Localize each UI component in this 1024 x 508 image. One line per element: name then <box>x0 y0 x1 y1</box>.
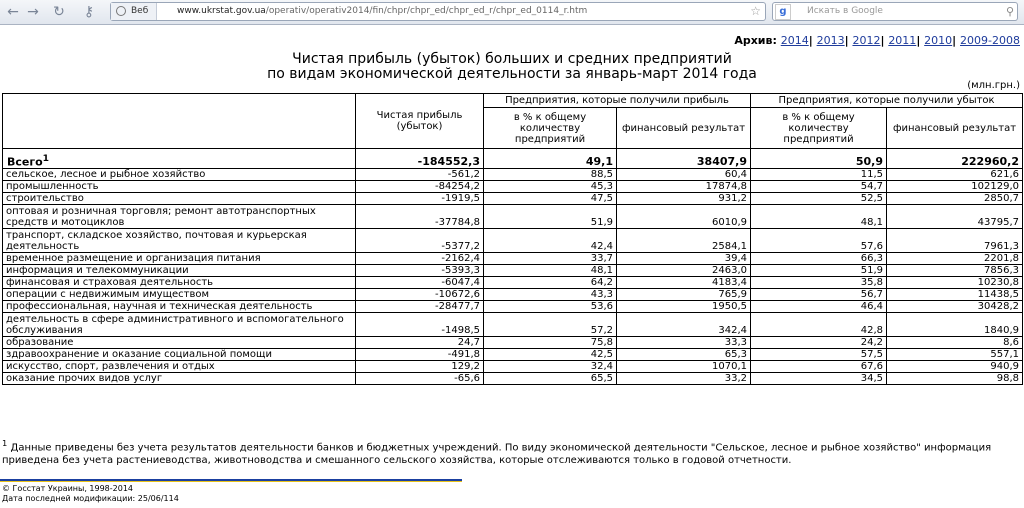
footnote-sup: 1 <box>2 438 8 448</box>
row-value-cell: 2201,8 <box>887 253 1023 265</box>
row-value-cell: 32,4 <box>484 361 617 373</box>
header-profit-fin: финансовый результат <box>617 108 751 149</box>
row-value-cell: 8,6 <box>887 337 1023 349</box>
archive-link-2012[interactable]: 2012 <box>852 34 881 47</box>
archive-link-2009-2008[interactable]: 2009-2008 <box>960 34 1020 47</box>
row-value-cell: 10230,8 <box>887 277 1023 289</box>
total-cell: 49,1 <box>484 149 617 169</box>
table-row <box>3 289 1023 301</box>
table-row <box>3 253 1023 265</box>
archive-link-2010[interactable]: 2010 <box>924 34 953 47</box>
footnote <box>2 437 1020 467</box>
table-row <box>3 373 1023 385</box>
row-value-cell: 129,2 <box>356 361 484 373</box>
row-value-cell: 57,6 <box>751 229 887 253</box>
row-activity-name: транспорт, складское хозяйство, почтовая и курьерская деятельность <box>3 229 356 253</box>
row-value-cell: 75,8 <box>484 337 617 349</box>
reload-icon[interactable]: ↻ <box>53 4 65 20</box>
row-value-cell: 102129,0 <box>887 181 1023 193</box>
title-line-1: Чистая прибыль (убыток) больших и средних предприятий <box>292 51 732 67</box>
web-tab-chip[interactable] <box>111 3 157 20</box>
row-value-cell: 57,5 <box>751 349 887 361</box>
forward-arrow-icon[interactable]: → <box>27 4 39 20</box>
row-value-cell: 45,3 <box>484 181 617 193</box>
row-value-cell: 34,5 <box>751 373 887 385</box>
row-value-cell: 39,4 <box>617 253 751 265</box>
row-value-cell: 11438,5 <box>887 289 1023 301</box>
row-value-cell: 2584,1 <box>617 229 751 253</box>
total-cell: 50,9 <box>751 149 887 169</box>
row-value-cell: 940,9 <box>887 361 1023 373</box>
row-value-cell: 56,7 <box>751 289 887 301</box>
row-value-cell: -65,6 <box>356 373 484 385</box>
archive-link-2014[interactable]: 2014 <box>780 34 809 47</box>
row-value-cell: 33,2 <box>617 373 751 385</box>
row-value-cell: 65,3 <box>617 349 751 361</box>
search-input[interactable]: Искать в Google <box>807 6 883 16</box>
row-value-cell: 57,2 <box>484 313 617 337</box>
url-host: www.ukrstat.gov.ua <box>177 6 266 16</box>
total-cell: -184552,3 <box>356 149 484 169</box>
key-icon[interactable]: ⚷ <box>83 4 95 20</box>
row-activity-name: оказание прочих видов услуг <box>3 373 356 385</box>
globe-icon <box>116 6 126 16</box>
row-value-cell: 98,8 <box>887 373 1023 385</box>
header-blank <box>3 94 356 149</box>
header-profit-pct: в % к общему количеству предприятий <box>484 108 617 149</box>
row-activity-name: профессиональная, научная и техническая деятельность <box>3 301 356 313</box>
row-value-cell: 557,1 <box>887 349 1023 361</box>
google-logo-icon[interactable]: g <box>775 4 791 20</box>
header-loss-group: Предприятия, которые получили убыток <box>751 94 1023 108</box>
row-value-cell: 24,2 <box>751 337 887 349</box>
divider-yellow <box>0 481 462 482</box>
row-value-cell: 17874,8 <box>617 181 751 193</box>
page-title <box>0 52 1024 82</box>
row-activity-name: строительство <box>3 193 356 205</box>
row-activity-name: деятельность в сфере административного и вспомогательного обслуживания <box>3 313 356 337</box>
total-label-text: Всего <box>7 156 43 169</box>
modified-text: Дата последней модификации: 25/06/114 <box>2 494 179 503</box>
row-value-cell: 342,4 <box>617 313 751 337</box>
row-value-cell: -6047,4 <box>356 277 484 289</box>
row-value-cell: 43,3 <box>484 289 617 301</box>
row-value-cell: 11,5 <box>751 169 887 181</box>
row-value-cell: 48,1 <box>484 265 617 277</box>
search-box[interactable] <box>772 2 1018 21</box>
total-cell: 222960,2 <box>887 149 1023 169</box>
table-row <box>3 181 1023 193</box>
table-row <box>3 229 1023 253</box>
row-activity-name: финансовая и страховая деятельность <box>3 277 356 289</box>
row-value-cell: 30428,2 <box>887 301 1023 313</box>
row-value-cell: 66,3 <box>751 253 887 265</box>
row-value-cell: 33,7 <box>484 253 617 265</box>
row-value-cell: 53,6 <box>484 301 617 313</box>
row-value-cell: 1950,5 <box>617 301 751 313</box>
total-label <box>3 149 356 169</box>
row-value-cell: -5377,2 <box>356 229 484 253</box>
table-row <box>3 265 1023 277</box>
row-value-cell: 765,9 <box>617 289 751 301</box>
row-value-cell: -37784,8 <box>356 205 484 229</box>
table-row <box>3 169 1023 181</box>
header-loss-pct: в % к общему количеству предприятий <box>751 108 887 149</box>
row-activity-name: информация и телекоммуникации <box>3 265 356 277</box>
row-value-cell: 2463,0 <box>617 265 751 277</box>
row-value-cell: 1070,1 <box>617 361 751 373</box>
row-value-cell: -5393,3 <box>356 265 484 277</box>
table-row <box>3 205 1023 229</box>
tab-label: Веб <box>131 6 149 16</box>
row-value-cell: 88,5 <box>484 169 617 181</box>
row-value-cell: -84254,2 <box>356 181 484 193</box>
row-value-cell: -1919,5 <box>356 193 484 205</box>
row-value-cell: 42,8 <box>751 313 887 337</box>
table-row <box>3 313 1023 337</box>
bookmark-star-icon[interactable]: ☆ <box>750 4 761 18</box>
row-value-cell: 621,6 <box>887 169 1023 181</box>
url-path: /operativ/operativ2014/fin/chpr/chpr_ed/chpr_ed_r/chpr_ed_0114_r.htm <box>265 6 588 16</box>
row-value-cell: 7961,3 <box>887 229 1023 253</box>
units-label: (млн.грн.) <box>967 80 1020 91</box>
total-sup: 1 <box>42 153 50 165</box>
row-activity-name: сельское, лесное и рыбное хозяйство <box>3 169 356 181</box>
address-bar[interactable] <box>110 2 766 21</box>
row-value-cell: 65,5 <box>484 373 617 385</box>
url-text[interactable] <box>177 3 587 20</box>
table-row <box>3 277 1023 289</box>
table-row-total <box>3 149 1023 169</box>
row-value-cell: 35,8 <box>751 277 887 289</box>
row-value-cell: 42,5 <box>484 349 617 361</box>
header-net-profit: Чистая прибыль (убыток) <box>356 94 484 149</box>
row-activity-name: временное размещение и организация питания <box>3 253 356 265</box>
row-value-cell: -561,2 <box>356 169 484 181</box>
row-value-cell: 1840,9 <box>887 313 1023 337</box>
row-value-cell: 931,2 <box>617 193 751 205</box>
row-activity-name: промышленность <box>3 181 356 193</box>
table-row <box>3 301 1023 313</box>
row-value-cell: -28477,7 <box>356 301 484 313</box>
header-profit-group: Предприятия, которые получили прибыль <box>484 94 751 108</box>
copyright-block <box>2 484 179 504</box>
row-value-cell: 52,5 <box>751 193 887 205</box>
archive-links: Архив: 2014| 2013| 2012| 2011| 2010| 2009-2008 <box>734 34 1020 47</box>
header-loss-fin: финансовый результат <box>887 108 1023 149</box>
row-value-cell: 67,6 <box>751 361 887 373</box>
row-value-cell: 54,7 <box>751 181 887 193</box>
row-value-cell: 43795,7 <box>887 205 1023 229</box>
row-value-cell: 42,4 <box>484 229 617 253</box>
row-activity-name: искусство, спорт, развлечения и отдых <box>3 361 356 373</box>
archive-label: Архив: <box>734 34 777 47</box>
row-value-cell: 6010,9 <box>617 205 751 229</box>
back-arrow-icon[interactable]: ← <box>7 4 19 20</box>
browser-toolbar <box>0 0 1024 25</box>
row-value-cell: 60,4 <box>617 169 751 181</box>
title-line-2: по видам экономической деятельности за январь-март 2014 года <box>267 66 757 82</box>
footnote-text: Данные приведены без учета результатов деятельности банков и бюджетных учреждений. По виду экономической деятельности "Сельское, лесное и рыбное хозяйство" информация приведена без учета растениеводства, животноводства и смешанного сельского хозяйства, которые отслеживаются только в годовой отчетности. <box>2 442 992 467</box>
row-value-cell: 51,9 <box>751 265 887 277</box>
row-value-cell: 24,7 <box>356 337 484 349</box>
row-activity-name: образование <box>3 337 356 349</box>
total-cell: 38407,9 <box>617 149 751 169</box>
row-value-cell: 7856,3 <box>887 265 1023 277</box>
row-value-cell: 33,3 <box>617 337 751 349</box>
row-activity-name: оптовая и розничная торговля; ремонт автотранспортных средств и мотоциклов <box>3 205 356 229</box>
row-value-cell: -491,8 <box>356 349 484 361</box>
table-row <box>3 193 1023 205</box>
archive-link-2011[interactable]: 2011 <box>888 34 917 47</box>
archive-link-2013[interactable]: 2013 <box>816 34 845 47</box>
profit-table <box>2 93 1023 385</box>
row-value-cell: 51,9 <box>484 205 617 229</box>
row-value-cell: -1498,5 <box>356 313 484 337</box>
row-value-cell: 48,1 <box>751 205 887 229</box>
table-row <box>3 349 1023 361</box>
table-row <box>3 361 1023 373</box>
row-activity-name: здравоохранение и оказание социальной помощи <box>3 349 356 361</box>
row-value-cell: 46,4 <box>751 301 887 313</box>
row-value-cell: 64,2 <box>484 277 617 289</box>
copyright-text: © Госстат Украины, 1998-2014 <box>2 484 134 493</box>
table-row <box>3 337 1023 349</box>
row-value-cell: 2850,7 <box>887 193 1023 205</box>
row-value-cell: 4183,4 <box>617 277 751 289</box>
row-value-cell: 47,5 <box>484 193 617 205</box>
search-icon[interactable]: ⚲ <box>1005 5 1014 18</box>
row-activity-name: операции с недвижимым имуществом <box>3 289 356 301</box>
row-value-cell: -10672,6 <box>356 289 484 301</box>
row-value-cell: -2162,4 <box>356 253 484 265</box>
